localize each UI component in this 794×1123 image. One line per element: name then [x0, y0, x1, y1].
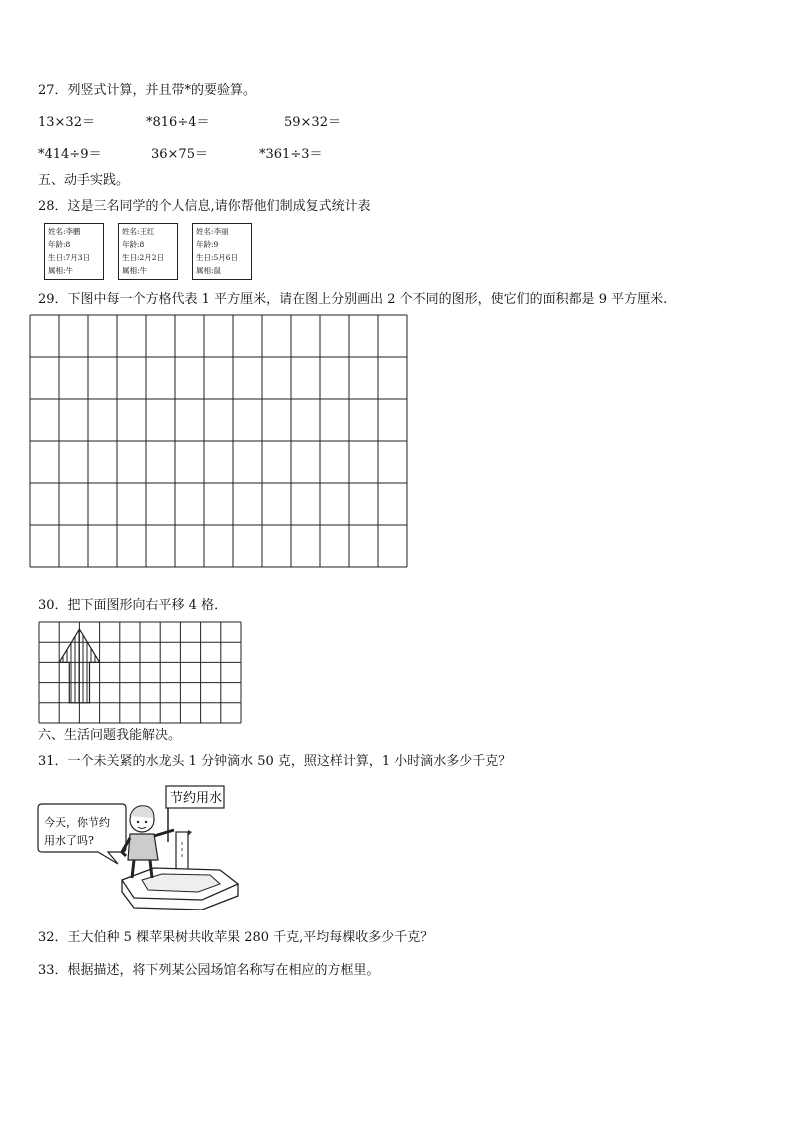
- question-29-title: 29．下图中每一个方格代表 1 平方厘米，请在图上分别画出 2 个不同的图形，使它们的面积都是 9 平方厘米.: [38, 292, 668, 307]
- card-age: 年龄:8: [48, 240, 71, 249]
- section-heading: 五、动手实践。: [38, 173, 130, 188]
- card-zodiac: 属相:鼠: [196, 266, 222, 275]
- question-30-title: 30．把下面图形向右平移 4 格．: [38, 598, 228, 613]
- calc-item: *816÷4＝: [146, 115, 210, 130]
- question-28-title: 28．这是三名同学的个人信息,请你帮他们制成复式统计表: [38, 199, 371, 214]
- card-birthday: 生日:5月6日: [196, 253, 239, 262]
- sign-text: 节约用水: [170, 791, 223, 806]
- student-card: [192, 223, 252, 280]
- card-zodiac: 属相:牛: [48, 266, 74, 275]
- calc-item: 36×75＝: [151, 147, 208, 162]
- card-zodiac: 属相:牛: [122, 266, 148, 275]
- student-card: [118, 223, 178, 280]
- calc-item: *361÷3＝: [259, 147, 323, 162]
- section-heading: 六、生活问题我能解决。: [38, 728, 182, 743]
- card-birthday: 生日:7月3日: [48, 253, 91, 262]
- card-name: 姓名:李鹏: [48, 227, 81, 236]
- calc-item: *414÷9＝: [38, 147, 102, 162]
- card-age: 年龄:9: [196, 240, 219, 249]
- question-27-title: 27．列竖式计算，并且带*的要验算。: [38, 83, 257, 98]
- question-32-title: 32．王大伯种 5 棵苹果树共收苹果 280 千克,平均每棵收多少千克？: [38, 930, 434, 945]
- square-grid: [29, 314, 409, 570]
- student-card: [44, 223, 104, 280]
- card-age: 年龄:8: [122, 240, 145, 249]
- card-name: 姓名:王红: [122, 227, 155, 236]
- bubble-text-line1: 今天，你节约: [44, 816, 110, 829]
- bubble-text-line2: 用水了吗?: [44, 834, 94, 847]
- calc-item: 59×32＝: [284, 115, 341, 130]
- calc-item: 13×32＝: [38, 115, 95, 130]
- card-name: 姓名:李丽: [196, 227, 229, 236]
- question-31-title: 31．一个未关紧的水龙头 1 分钟滴水 50 克，照这样计算，1 小时滴水多少千克？: [38, 754, 512, 769]
- arrow-shape: [59, 629, 99, 703]
- water-saving-illustration: [34, 780, 274, 910]
- translation-grid: [38, 621, 244, 724]
- card-birthday: 生日:2月2日: [122, 253, 165, 262]
- question-33-title: 33．根据描述，将下列某公园场馆名称写在相应的方框里。: [38, 963, 380, 978]
